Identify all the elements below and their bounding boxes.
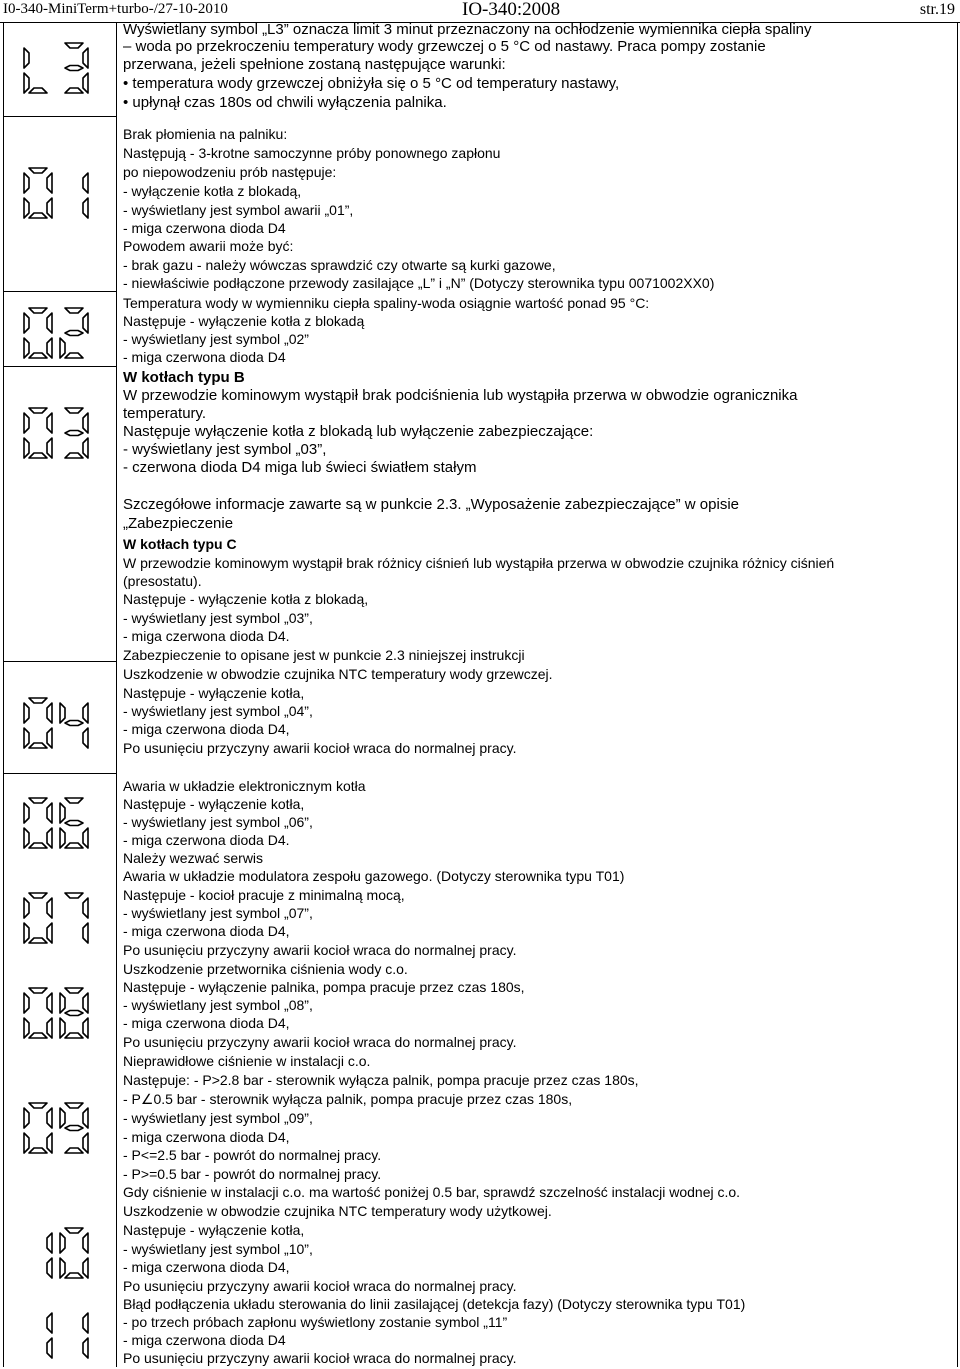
segment	[47, 413, 52, 433]
code-L3-line: • temperatura wody grzewczej obniżyła się o 5 °C od temperatury nastawy,	[123, 75, 620, 92]
code-03-line: „Zabezpieczenie	[123, 515, 234, 532]
segment	[65, 431, 83, 436]
segment	[29, 1033, 47, 1038]
segment	[47, 898, 52, 918]
code-06-line: - wyświetlany jest symbol „06”,	[123, 814, 313, 830]
segment	[60, 703, 65, 723]
segment	[29, 743, 47, 748]
display-symbol-02-icon	[22, 305, 92, 363]
segment	[29, 408, 47, 413]
segment	[83, 73, 88, 93]
segment	[29, 938, 47, 943]
code-09-line: - P<=2.5 bar - powrót do normalnej pracy.	[123, 1147, 382, 1163]
code-04-line: - wyświetlany jest symbol „04”,	[123, 703, 313, 719]
code-06-line: Awaria w układzie elektronicznym kotła	[123, 778, 366, 794]
segment	[29, 88, 47, 93]
display-symbol-06-icon	[22, 795, 92, 853]
column-divider	[116, 22, 117, 1367]
code-11-line: Po usunięciu przyczyny awarii kocioł wraca do normalnej pracy.	[123, 1350, 517, 1366]
code-07-line: - wyświetlany jest symbol „07”,	[123, 905, 313, 921]
segment	[24, 438, 29, 458]
segment	[47, 1018, 52, 1038]
segment	[65, 1126, 83, 1131]
segment	[83, 313, 88, 333]
segment	[47, 728, 52, 748]
segment	[29, 988, 47, 993]
code-03-line: W przewodzie kominowym wystąpił brak różnicy ciśnień lub wystąpiła przerwa w obwodzie czujnika różnicy ciśnień	[123, 555, 835, 571]
segment	[24, 728, 29, 748]
code-L3-line: – woda po przekroczeniu temperatury wody grzewczej o 5 °C od nastawy. Praca pompy zostanie	[123, 38, 766, 55]
code-07-line: Awaria w układzie modulatora zespołu gazowego. (Dotyczy sterownika typu T01)	[123, 868, 625, 884]
code-02-line: - miga czerwona dioda D4	[123, 349, 286, 365]
segment	[83, 198, 88, 218]
segment	[65, 1103, 83, 1108]
code-07-line: Po usunięciu przyczyny awarii kocioł wraca do normalnej pracy.	[123, 942, 517, 958]
segment	[47, 803, 52, 823]
segment	[47, 438, 52, 458]
code-03-line: W kotłach typu B	[123, 369, 245, 386]
code-01-line: Brak płomienia na palniku:	[123, 126, 288, 142]
segment	[60, 1233, 65, 1253]
segment	[29, 168, 47, 173]
segment	[29, 353, 47, 358]
header-page-number: str.19	[919, 1, 955, 18]
code-03-line: Następuje - wyłączenie kotła z blokadą,	[123, 591, 369, 607]
segment	[65, 1273, 83, 1278]
display-symbol-07-icon	[22, 890, 92, 948]
code-07-line: Następuje - kocioł pracuje z minimalną mocą,	[123, 887, 405, 903]
code-03-line: - czerwona dioda D4 miga lub świeci światłem stałym	[123, 459, 477, 476]
segment	[65, 43, 83, 48]
segment	[60, 803, 65, 823]
segment	[83, 413, 88, 433]
segment	[47, 173, 52, 193]
segment	[60, 338, 65, 358]
code-02-line: - wyświetlany jest symbol „02”	[123, 331, 309, 347]
code-L3-line: • upłynął czas 180s od chwili wyłączenia palnika.	[123, 94, 447, 111]
code-11-line: - po trzech próbach zapłonu wyświetlony zostanie symbol „11”	[123, 1314, 508, 1330]
segment	[65, 1148, 83, 1153]
code-09-line: - miga czerwona dioda D4,	[123, 1129, 290, 1145]
code-01-line: po niepowodzeniu prób następuje:	[123, 164, 337, 180]
segment	[29, 1103, 47, 1108]
segment	[24, 1018, 29, 1038]
code-09-line: - P∠0.5 bar - sterownik wyłącza palnik, pompa pracuje przez czas 180s,	[123, 1091, 573, 1107]
code-09-line: - P>=0.5 bar - powrót do normalnej pracy.	[123, 1166, 382, 1182]
header-document-id: I0-340-MiniTerm+turbo-/27-10-2010	[3, 1, 228, 17]
segment	[83, 1313, 88, 1333]
segment	[65, 408, 83, 413]
page-header	[0, 0, 960, 23]
segment	[24, 1133, 29, 1153]
segment	[47, 1338, 52, 1358]
segment	[24, 413, 29, 433]
code-06-line: - miga czerwona dioda D4.	[123, 832, 290, 848]
segment	[24, 803, 29, 823]
segment	[47, 1233, 52, 1253]
segment	[24, 703, 29, 723]
segment	[65, 353, 83, 358]
segment	[47, 923, 52, 943]
code-07-line: - miga czerwona dioda D4,	[123, 923, 290, 939]
segment	[47, 828, 52, 848]
code-10-line: Następuje - wyłączenie kotła,	[123, 1222, 305, 1238]
segment	[24, 993, 29, 1013]
code-09-line: Gdy ciśnienie w instalacji c.o. ma wartość poniżej 0.5 bar, sprawdź szczelność instalacji wodnej c.o.	[123, 1184, 741, 1200]
segment	[24, 923, 29, 943]
segment	[65, 798, 83, 803]
segment	[47, 993, 52, 1013]
code-L3-line: Wyświetlany symbol „L3” oznacza limit 3 minut przeznaczony na ochłodzenie wymiennika ciepła spaliny	[123, 21, 812, 38]
row-divider	[3, 773, 117, 774]
segment	[47, 198, 52, 218]
code-01-line: - niewłaściwie podłączone przewody zasilające „L” i „N” (Dotyczy sterownika typu 0071002XX0)	[123, 275, 715, 291]
code-01-line: Powodem awarii może być:	[123, 238, 294, 254]
code-03-line: - miga czerwona dioda D4.	[123, 628, 290, 644]
segment	[24, 48, 29, 68]
segment	[83, 1258, 88, 1278]
segment	[83, 48, 88, 68]
code-01-line: - wyświetlany jest symbol awarii „01”,	[123, 202, 354, 218]
segment	[24, 73, 29, 93]
segment	[65, 893, 83, 898]
segment	[83, 993, 88, 1013]
segment	[83, 828, 88, 848]
segment	[24, 898, 29, 918]
code-L3-line: przerwana, jeżeli spełnione zostaną następujące warunki:	[123, 56, 506, 73]
code-10-line: - wyświetlany jest symbol „10”,	[123, 1241, 313, 1257]
segment	[83, 1338, 88, 1358]
segment	[47, 1313, 52, 1333]
segment	[24, 173, 29, 193]
segment	[24, 313, 29, 333]
segment	[65, 1033, 83, 1038]
segment	[47, 703, 52, 723]
segment	[83, 728, 88, 748]
code-04-line: - miga czerwona dioda D4,	[123, 721, 290, 737]
code-04-line: Następuje - wyłączenie kotła,	[123, 685, 305, 701]
code-01-line: - wyłączenie kotła z blokadą,	[123, 183, 302, 199]
segment	[65, 66, 83, 71]
segment	[60, 1018, 65, 1038]
segment	[83, 173, 88, 193]
segment	[29, 698, 47, 703]
header-standard: IO-340:2008	[462, 0, 561, 20]
segment	[47, 1133, 52, 1153]
segment	[29, 453, 47, 458]
display-symbol-01-icon	[22, 165, 92, 223]
code-08-line: - miga czerwona dioda D4,	[123, 1015, 290, 1031]
code-08-line: - wyświetlany jest symbol „08”,	[123, 997, 313, 1013]
segment	[65, 843, 83, 848]
display-symbol-l3-icon	[22, 40, 92, 98]
code-02-line: Następuje - wyłączenie kotła z blokadą	[123, 313, 365, 329]
segment	[65, 721, 83, 726]
row-divider	[3, 291, 117, 292]
segment	[60, 993, 65, 1013]
code-01-line: Następują - 3-krotne samoczynne próby ponownego zapłonu	[123, 145, 501, 161]
segment	[47, 1108, 52, 1128]
segment	[65, 308, 83, 313]
segment	[29, 213, 47, 218]
code-02-line: Temperatura wody w wymienniku ciepła spaliny-woda osiągnie wartość ponad 95 °C:	[123, 295, 650, 311]
code-06-line: Należy wezwać serwis	[123, 850, 264, 866]
code-04-line: Po usunięciu przyczyny awarii kocioł wraca do normalnej pracy.	[123, 740, 517, 756]
segment	[65, 1011, 83, 1016]
row-divider	[3, 116, 117, 117]
display-symbol-03-icon	[22, 405, 92, 463]
code-09-line: Następuje: - P>2.8 bar - sterownik wyłącza palnik, pompa pracuje przez czas 180s,	[123, 1072, 639, 1088]
segment	[83, 1108, 88, 1128]
segment	[65, 88, 83, 93]
code-10-line: Po usunięciu przyczyny awarii kocioł wraca do normalnej pracy.	[123, 1278, 517, 1294]
segment	[29, 1148, 47, 1153]
code-10-line: - miga czerwona dioda D4,	[123, 1259, 290, 1275]
row-divider	[3, 366, 117, 367]
segment	[65, 988, 83, 993]
segment	[83, 1018, 88, 1038]
segment	[83, 1233, 88, 1253]
code-03-line: Zabezpieczenie to opisane jest w punkcie 2.3 niniejszej instrukcji	[123, 647, 525, 663]
code-03-line: Następuje wyłączenie kotła z blokadą lub wyłączenie zabezpieczające:	[123, 423, 594, 440]
segment	[83, 703, 88, 723]
segment	[29, 798, 47, 803]
code-08-line: Następuje - wyłączenie palnika, pompa pracuje przez czas 180s,	[123, 979, 525, 995]
segment	[65, 1228, 83, 1233]
display-symbol-04-icon	[22, 695, 92, 753]
code-08-line: Uszkodzenie przetwornika ciśnienia wody c.o.	[123, 961, 408, 977]
segment	[60, 1258, 65, 1278]
segment	[24, 338, 29, 358]
segment	[65, 821, 83, 826]
segment	[24, 198, 29, 218]
code-08-line: Po usunięciu przyczyny awarii kocioł wraca do normalnej pracy.	[123, 1034, 517, 1050]
segment	[83, 923, 88, 943]
segment	[47, 313, 52, 333]
code-09-line: - wyświetlany jest symbol „09”,	[123, 1110, 313, 1126]
code-03-line: - wyświetlany jest symbol „03”,	[123, 610, 313, 626]
code-03-line: W przewodzie kominowym wystąpił brak podciśnienia lub wystąpiła przerwa w obwodzie ogranicznika	[123, 387, 798, 404]
code-03-line: W kotłach typu C	[123, 536, 237, 552]
code-06-line: Następuje - wyłączenie kotła,	[123, 796, 305, 812]
segment	[83, 898, 88, 918]
code-03-line: temperatury.	[123, 405, 207, 422]
code-01-line: - brak gazu - należy wówczas sprawdzić czy otwarte są kurki gazowe,	[123, 257, 556, 273]
display-symbol-09-icon	[22, 1100, 92, 1158]
code-03-line: Szczegółowe informacje zawarte są w punkcie 2.3. „Wyposażenie zabezpieczające” w opisie	[123, 496, 739, 513]
segment	[29, 308, 47, 313]
display-symbol-08-icon	[22, 985, 92, 1043]
segment	[24, 1108, 29, 1128]
code-11-line: - miga czerwona dioda D4	[123, 1332, 286, 1348]
code-04-line: Uszkodzenie w obwodzie czujnika NTC temperatury wody grzewczej.	[123, 666, 553, 682]
segment	[65, 453, 83, 458]
code-03-line: - wyświetlany jest symbol „03”,	[123, 441, 327, 458]
code-09-line: Nieprawidłowe ciśnienie w instalacji c.o.	[123, 1053, 371, 1069]
code-03-line: (presostatu).	[123, 573, 202, 589]
segment	[29, 843, 47, 848]
segment	[65, 331, 83, 336]
row-divider	[3, 661, 117, 662]
code-11-line: Błąd podłączenia układu sterowania do linii zasilającej (detekcja fazy) (Dotyczy sterownika typu T01)	[123, 1296, 746, 1312]
segment	[83, 1133, 88, 1153]
segment	[83, 438, 88, 458]
code-01-line: - miga czerwona dioda D4	[123, 220, 286, 236]
segment	[60, 828, 65, 848]
code-10-line: Uszkodzenie w obwodzie czujnika NTC temperatury wody użytkowej.	[123, 1203, 552, 1219]
segment	[47, 1258, 52, 1278]
display-symbol-10-icon	[22, 1225, 92, 1283]
segment	[24, 828, 29, 848]
display-symbol-11-icon	[22, 1305, 92, 1363]
segment	[60, 1108, 65, 1128]
segment	[47, 338, 52, 358]
segment	[29, 893, 47, 898]
